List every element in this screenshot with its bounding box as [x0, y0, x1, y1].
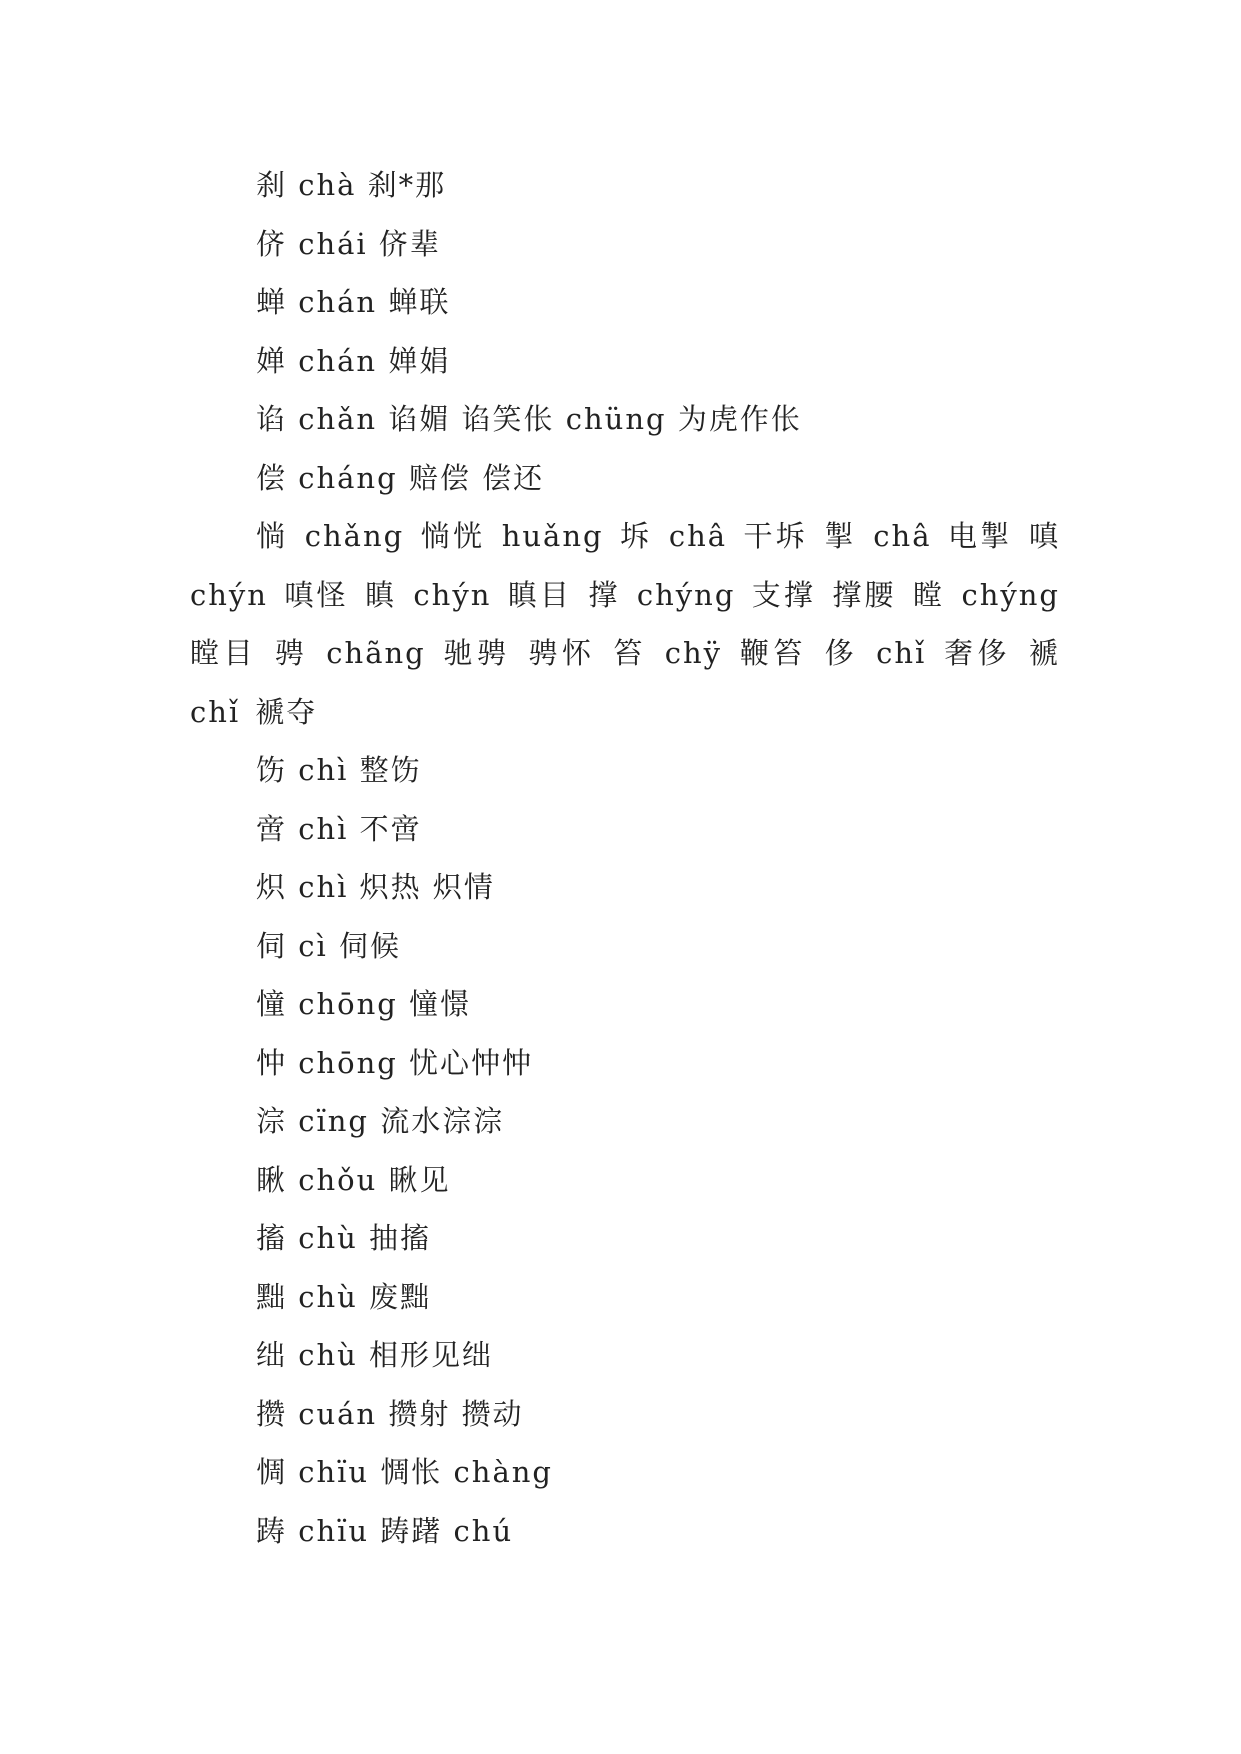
- entry-line: 谄 chǎn 谄媚 谄笑伥 chüng 为虎作伥: [256, 402, 802, 436]
- entry-line: 淙 cïng 流水淙淙: [256, 1104, 505, 1138]
- entry-line: 啻 chì 不啻: [256, 811, 422, 846]
- entry-line: 憧 chōng 憧憬: [256, 987, 472, 1021]
- entry-line: 忡 chōng 忧心忡忡: [256, 1045, 534, 1080]
- entry-line: 炽 chì 炽热 炽情: [256, 870, 495, 904]
- entry-line: 刹 chà 刹*那: [256, 168, 447, 202]
- entry-line: 踌 chïu 踌躇 chú: [256, 1513, 514, 1548]
- entry-line: 惆 chïu 惆怅 chàng: [256, 1455, 553, 1489]
- entry-paragraph: 惝 chǎng 惝恍 huǎng 坼 châ 干坼 掣 châ 电掣 嗔 chýn 嗔怪 瞋 chýn 瞋目 撑 chýng 支撑 撑腰 瞠 chýng 瞠目 骋 chãng 驰骋 骋怀 笞 chÿ 鞭笞 侈 chǐ 奢侈 褫 chǐ 褫夺: [190, 519, 1060, 729]
- entry-line: 瞅 chǒu 瞅见: [256, 1162, 451, 1197]
- entry-line: 搐 chù 抽搐: [256, 1221, 432, 1255]
- document-body: [190, 156, 1060, 1560]
- entry-line: 伺 cì 伺候: [256, 928, 401, 963]
- entry-line: 攒 cuán 攒射 攒动: [256, 1396, 524, 1431]
- entry-line: 蝉 chán 蝉联: [256, 285, 451, 319]
- entry-line: 偿 cháng 赔偿 偿还: [256, 460, 545, 495]
- entry-line: 饬 chì 整饬: [256, 753, 422, 787]
- entry-line: 绌 chù 相形见绌: [256, 1338, 494, 1372]
- entry-line: 侪 chái 侪辈: [256, 226, 441, 261]
- entry-line: 婵 chán 婵娟: [256, 343, 451, 378]
- entry-line: 黜 chù 废黜: [256, 1279, 432, 1314]
